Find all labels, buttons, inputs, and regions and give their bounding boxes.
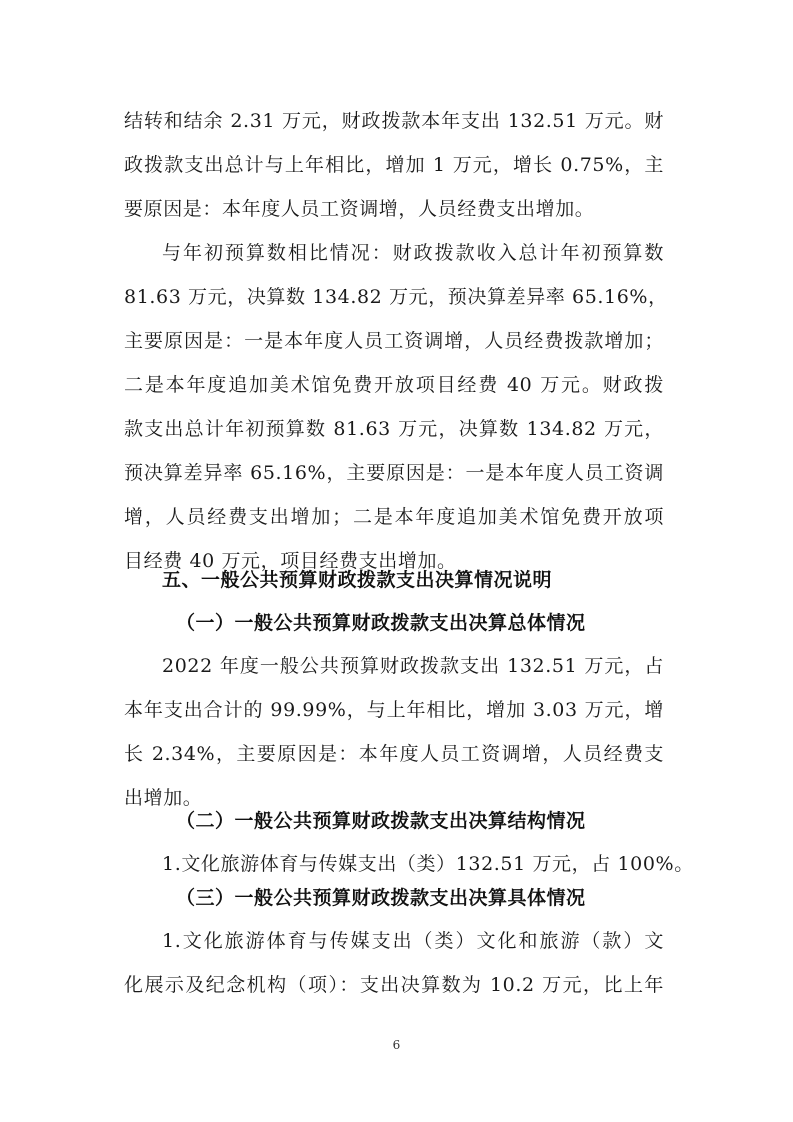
subsection-heading: （一）一般公共预算财政拨款支出决算总体情况	[176, 612, 586, 634]
body-text-line: 出增加。	[124, 787, 203, 809]
subsection-heading: （三）一般公共预算财政拨款支出决算具体情况	[176, 887, 586, 909]
page-number: 6	[392, 1038, 401, 1052]
body-text-line: 款支出总计年初预算数 81.63 万元，决算数 134.82 万元，	[124, 418, 664, 440]
body-text-line: 长 2.34%，主要原因是：本年度人员工资调增，人员经费支	[124, 743, 664, 765]
body-text-line: 预决算差异率 65.16%，主要原因是：一是本年度人员工资调	[124, 462, 664, 484]
body-text-line: 增，人员经费支出增加；二是本年度追加美术馆免费开放项	[124, 506, 664, 528]
body-text-line: 目经费 40 万元，项目经费支出增加。	[124, 550, 457, 572]
subsection-heading: （二）一般公共预算财政拨款支出决算结构情况	[176, 810, 586, 832]
body-text-line: 政拨款支出总计与上年相比，增加 1 万元，增长 0.75%，主	[124, 154, 664, 176]
body-text-line: 1.文化旅游体育与传媒支出（类）132.51 万元，占 100%。	[162, 853, 694, 875]
body-text-line: 与年初预算数相比情况：财政拨款收入总计年初预算数	[162, 242, 664, 264]
body-text-line: 本年支出合计的 99.99%，与上年相比，增加 3.03 万元，增	[124, 699, 664, 721]
body-text-line: 2022 年度一般公共预算财政拨款支出 132.51 万元，占	[162, 655, 664, 677]
body-text-line: 1.文化旅游体育与传媒支出（类）文化和旅游（款）文	[162, 930, 664, 952]
body-text-line: 结转和结余 2.31 万元，财政拨款本年支出 132.51 万元。财	[124, 110, 664, 132]
body-text-line: 81.63 万元，决算数 134.82 万元，预决算差异率 65.16%，	[124, 286, 668, 308]
body-text-line: 二是本年度追加美术馆免费开放项目经费 40 万元。财政拨	[124, 374, 664, 396]
body-text-line: 化展示及纪念机构（项）：支出决算数为 10.2 万元，比上年	[124, 974, 664, 996]
body-text-line: 主要原因是：一是本年度人员工资调增，人员经费拨款增加；	[124, 330, 664, 352]
body-text-line: 要原因是：本年度人员工资调增，人员经费支出增加。	[124, 198, 595, 220]
section-heading: 五、一般公共预算财政拨款支出决算情况说明	[162, 569, 553, 591]
